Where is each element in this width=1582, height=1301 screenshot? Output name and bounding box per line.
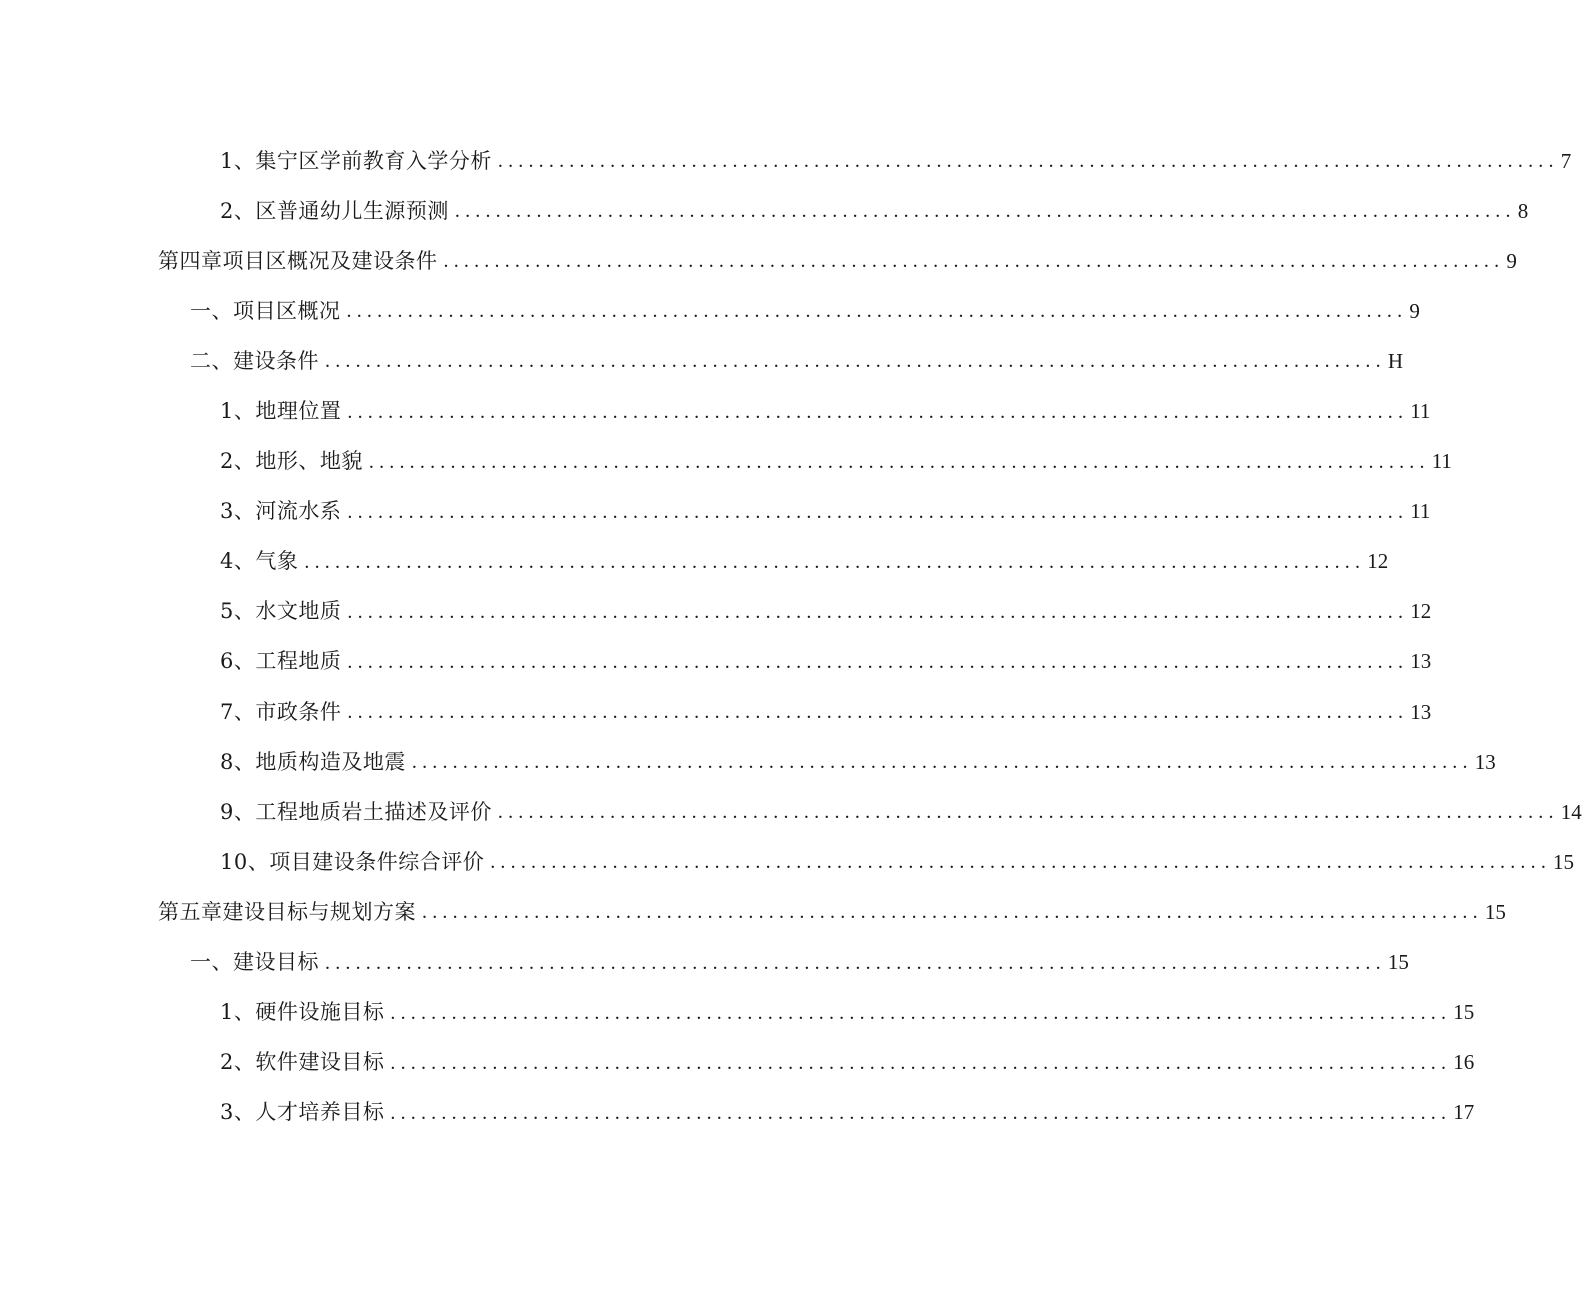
toc-entry[interactable]	[0, 1088, 1475, 1138]
toc-entry-title: 2、区普通幼儿生源预测	[220, 198, 449, 223]
toc-entry-page: 13	[1474, 749, 1496, 774]
toc-entry-title: 4、气象	[220, 549, 299, 574]
toc-leader-dots: ........................................................................................................	[422, 901, 1483, 924]
toc-entry-title: 7、市政条件	[220, 699, 342, 724]
toc-entry[interactable]	[0, 938, 1409, 988]
toc-leader-dots: ........................................................................................................	[497, 801, 1559, 824]
toc-leader-dots: ........................................................................................................	[304, 550, 1366, 573]
toc-entry-page: H	[1387, 348, 1403, 373]
toc-entry[interactable]	[0, 787, 1582, 837]
toc-entry[interactable]	[0, 286, 1420, 336]
toc-leader-dots: ........................................................................................................	[347, 701, 1409, 724]
toc-leader-dots: ........................................................................................................	[325, 951, 1386, 974]
toc-leader-dots: ........................................................................................................	[390, 1051, 1452, 1074]
toc-entry-title: 1、集宁区学前教育入学分析	[220, 148, 492, 173]
toc-leader-dots: ........................................................................................................	[390, 1001, 1452, 1024]
toc-entry[interactable]	[0, 988, 1475, 1038]
toc-entry[interactable]	[0, 386, 1431, 436]
toc-entry-title: 5、水文地质	[220, 599, 342, 624]
toc-entry-page: 13	[1410, 699, 1432, 724]
toc-entry[interactable]	[0, 587, 1432, 637]
toc-entry-page: 15	[1484, 899, 1506, 924]
toc-leader-dots: ........................................................................................................	[325, 350, 1386, 373]
toc-entry-page: 15	[1387, 950, 1409, 975]
toc-entry-title: 第四章项目区概况及建设条件	[158, 248, 438, 273]
toc-entry[interactable]	[0, 336, 1403, 386]
toc-entry-page: 12	[1410, 599, 1432, 624]
toc-entry-page: 9	[1506, 248, 1517, 273]
toc-entry-page: 9	[1409, 298, 1420, 323]
toc-entry-page: 14	[1560, 799, 1582, 824]
toc-leader-dots: ........................................................................................................	[490, 851, 1552, 874]
toc-entry-page: 7	[1560, 148, 1572, 173]
toc-entry-title: 8、地质构造及地震	[220, 749, 406, 774]
toc-leader-dots: ........................................................................................................	[347, 600, 1409, 623]
toc-entry[interactable]	[0, 236, 1517, 286]
toc-entry-title: 2、地形、地貌	[220, 449, 363, 474]
toc-entry-page: 11	[1410, 399, 1431, 424]
toc-leader-dots: ........................................................................................................	[346, 300, 1408, 323]
toc-entry-title: 9、工程地质岩土描述及评价	[220, 799, 492, 824]
toc-entry[interactable]	[0, 136, 1572, 186]
toc-entry[interactable]	[0, 837, 1575, 887]
toc-entry[interactable]	[0, 437, 1452, 487]
toc-leader-dots: ........................................................................................................	[454, 200, 1516, 223]
toc-leader-dots: ........................................................................................................	[497, 150, 1559, 173]
toc-entry-title: 一、项目区概况	[190, 298, 341, 323]
toc-entry[interactable]	[0, 537, 1389, 587]
toc-entry-page: 15	[1553, 849, 1575, 874]
toc-entry-title: 10、项目建设条件综合评价	[220, 849, 485, 874]
toc-entry[interactable]	[0, 687, 1432, 737]
toc-leader-dots: ........................................................................................................	[390, 1101, 1452, 1124]
toc-entry[interactable]	[0, 637, 1432, 687]
toc-entry-page: 15	[1453, 1000, 1475, 1025]
toc-entry-page: 11	[1431, 449, 1452, 474]
toc-entry-page: 16	[1453, 1050, 1475, 1075]
toc-entry-title: 3、河流水系	[220, 499, 342, 524]
toc-entry-page: 12	[1367, 549, 1389, 574]
toc-entry[interactable]	[0, 1038, 1475, 1088]
toc-entry-title: 1、硬件设施目标	[220, 1000, 385, 1025]
toc-entry[interactable]	[0, 737, 1496, 787]
toc-leader-dots: ........................................................................................................	[347, 500, 1409, 523]
toc-leader-dots: ........................................................................................................	[443, 250, 1505, 273]
toc-entry-page: 13	[1410, 649, 1432, 674]
toc-entry-title: 一、建设目标	[190, 950, 319, 975]
toc-entry[interactable]	[0, 887, 1506, 937]
toc-entry-page: 8	[1517, 198, 1529, 223]
table-of-contents	[0, 136, 1582, 1138]
toc-entry-page: 11	[1410, 499, 1431, 524]
toc-leader-dots: ........................................................................................................	[368, 450, 1430, 473]
toc-entry-title: 6、工程地质	[220, 649, 342, 674]
toc-entry[interactable]	[0, 487, 1431, 537]
toc-entry-title: 二、建设条件	[190, 348, 319, 373]
toc-leader-dots: ........................................................................................................	[411, 751, 1473, 774]
toc-entry[interactable]	[0, 186, 1529, 236]
toc-leader-dots: ........................................................................................................	[347, 650, 1409, 673]
toc-entry-title: 1、地理位置	[220, 399, 342, 424]
toc-entry-title: 2、软件建设目标	[220, 1050, 385, 1075]
toc-entry-title: 3、人才培养目标	[220, 1100, 385, 1125]
toc-leader-dots: ........................................................................................................	[347, 400, 1409, 423]
toc-entry-title: 第五章建设目标与规划方案	[158, 899, 416, 924]
toc-entry-page: 17	[1453, 1100, 1475, 1125]
